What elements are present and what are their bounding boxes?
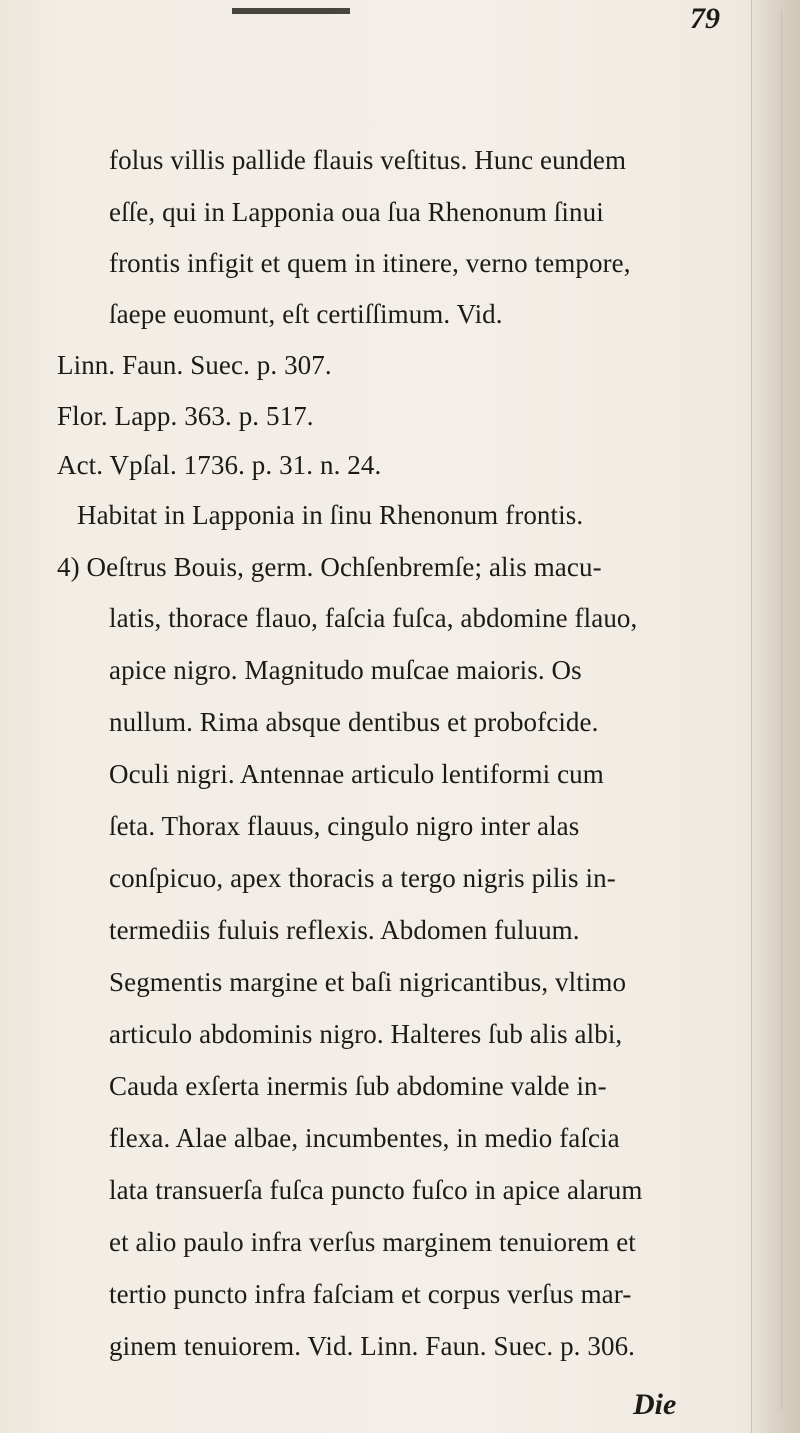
text-line: termediis fuluis reflexis. Abdomen fuluum. xyxy=(109,915,580,945)
edge-shadow-line xyxy=(781,10,782,1410)
text-line: articulo abdominis nigro. Halteres ſub alis albi, xyxy=(109,1019,623,1049)
reference-line: Act. Vpſal. 1736. p. 31. n. 24. xyxy=(57,450,382,480)
reference-line: Flor. Lapp. 363. p. 517. xyxy=(57,401,314,431)
header-ornament-rule xyxy=(232,8,350,14)
text-line: frontis infigit et quem in itinere, verno tempore, xyxy=(109,248,631,278)
species-heading-line: 4) Oeſtrus Bouis, germ. Ochſenbremſe; alis macu- xyxy=(57,552,602,582)
text-line: ſeta. Thorax flauus, cingulo nigro inter alas xyxy=(109,811,580,841)
text-line: Cauda exſerta inermis ſub abdomine valde in- xyxy=(109,1071,607,1101)
text-line: lata transuerſa fuſca puncto fuſco in apice alarum xyxy=(109,1175,643,1205)
text-line: ginem tenuiorem. Vid. Linn. Faun. Suec. p. 306. xyxy=(109,1331,636,1361)
text-line: folus villis pallide flauis veſtitus. Hunc eundem xyxy=(109,145,627,175)
text-line: Habitat in Lapponia in ſinu Rhenonum frontis. xyxy=(77,500,584,530)
text-line: eſſe, qui in Lapponia oua ſua Rhenonum ſinui xyxy=(109,197,604,227)
text-line: nullum. Rima absque dentibus et probofcide. xyxy=(109,707,599,737)
text-line: flexa. Alae albae, incumbentes, in medio faſcia xyxy=(109,1123,620,1153)
text-line: et alio paulo infra verſus marginem tenuiorem et xyxy=(109,1227,636,1257)
catchword: Die xyxy=(633,1388,677,1421)
page-edge xyxy=(751,0,800,1433)
text-line: Segmentis margine et baſi nigricantibus, vltimo xyxy=(109,967,627,997)
text-line: tertio puncto infra faſciam et corpus verſus mar- xyxy=(109,1279,632,1309)
text-line: apice nigro. Magnitudo muſcae maioris. Os xyxy=(109,655,582,685)
text-line: ſaepe euomunt, eſt certiſſimum. Vid. xyxy=(109,299,503,329)
text-line: conſpicuo, apex thoracis a tergo nigris pilis in- xyxy=(109,863,616,893)
page-number: 79 xyxy=(690,2,720,35)
text-line: latis, thorace flauo, faſcia fuſca, abdomine flauo, xyxy=(109,603,638,633)
text-line: Oculi nigri. Antennae articulo lentiformi cum xyxy=(109,759,604,789)
reference-line: Linn. Faun. Suec. p. 307. xyxy=(57,350,332,380)
